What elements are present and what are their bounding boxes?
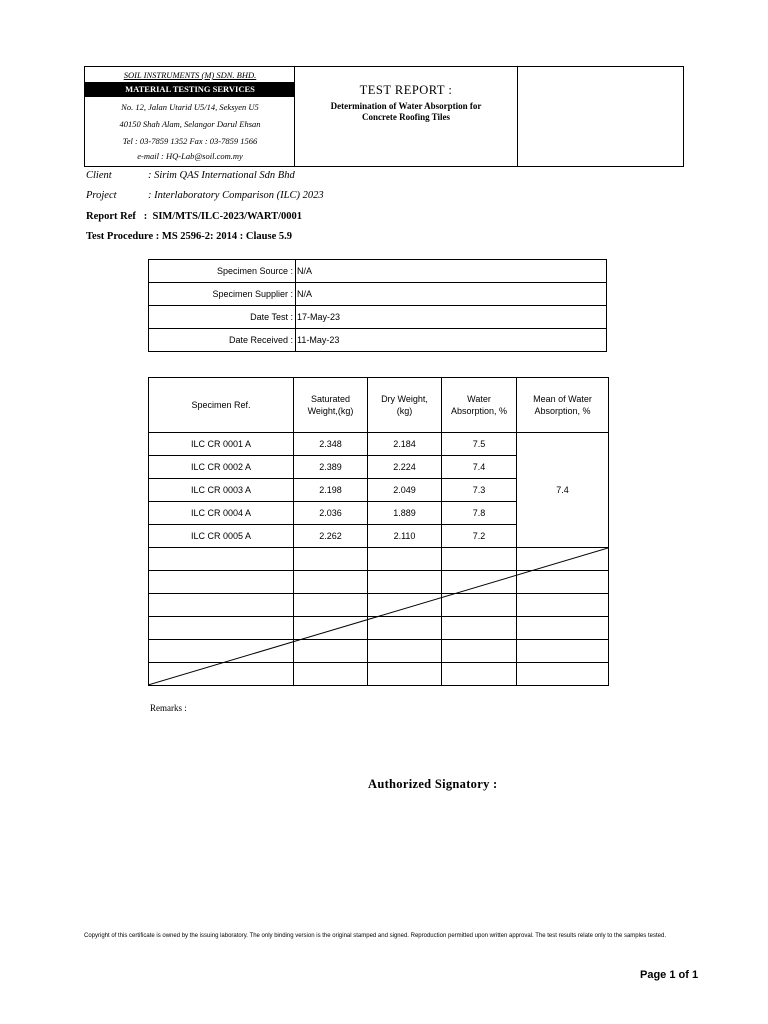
header-mean-line-2: Absorption, % [534, 406, 591, 416]
report-title: TEST REPORT : [359, 83, 453, 97]
cell-water-absorption: 7.8 [442, 502, 517, 525]
specimen-supplier-value: N/A [296, 283, 607, 306]
empty-cell [368, 548, 442, 571]
cell-water-absorption: 7.5 [442, 433, 517, 456]
empty-row [149, 594, 609, 617]
empty-cell [294, 640, 368, 663]
cell-specimen-ref: ILC CR 0002 A [149, 456, 294, 479]
empty-cell [442, 617, 517, 640]
cell-dry-weight: 2.184 [368, 433, 442, 456]
table-row [149, 433, 609, 456]
date-test-value: 17-May-23 [296, 306, 607, 329]
report-subtitle-line-1: Determination of Water Absorption for [330, 101, 482, 111]
header-divider [517, 67, 518, 166]
header-saturated-line-2: Weight,(kg) [307, 406, 354, 416]
company-address-1: No. 12, Jalan Utarid U5/14, Seksyen U5 [121, 102, 259, 112]
specimen-info-row [149, 329, 607, 352]
header-dry-weight [368, 378, 442, 433]
empty-cell [294, 594, 368, 617]
cell-mean-water-absorption: 7.4 [517, 433, 609, 548]
report-subtitle-line-2: Concrete Roofing Tiles [362, 112, 450, 122]
empty-cell [517, 640, 609, 663]
header-saturated-weight [294, 378, 368, 433]
cell-dry-weight: 2.110 [368, 525, 442, 548]
empty-cell [149, 571, 294, 594]
header-mean-line-1: Mean of Water [533, 394, 592, 404]
empty-cell [517, 548, 609, 571]
empty-row [149, 548, 609, 571]
empty-cell [442, 640, 517, 663]
cell-saturated-weight: 2.348 [294, 433, 368, 456]
cell-water-absorption: 7.4 [442, 456, 517, 479]
company-name: SOIL INSTRUMENTS (M) SDN. BHD. [123, 70, 257, 80]
header-water-absorption [442, 378, 517, 433]
report-subtitle [295, 101, 517, 123]
date-received-value: 11-May-23 [296, 329, 607, 352]
empty-cell [517, 571, 609, 594]
cell-saturated-weight: 2.262 [294, 525, 368, 548]
empty-cell [442, 548, 517, 571]
remarks-label: Remarks : [150, 703, 187, 713]
client-label: Client [86, 170, 112, 181]
empty-cell [149, 617, 294, 640]
company-band: MATERIAL TESTING SERVICES [85, 82, 295, 97]
cell-specimen-ref: ILC CR 0004 A [149, 502, 294, 525]
header-mean-water-absorption [517, 378, 609, 433]
header-wa-line-1: Water [467, 394, 491, 404]
header-saturated-line-1: Saturated [310, 394, 351, 404]
date-received-label: Date Received : [149, 329, 296, 352]
project-label: Project [86, 190, 117, 201]
empty-cell [294, 548, 368, 571]
results-table [148, 377, 609, 686]
date-test-label: Date Test : [149, 306, 296, 329]
cell-specimen-ref: ILC CR 0003 A [149, 479, 294, 502]
cell-water-absorption: 7.2 [442, 525, 517, 548]
cell-specimen-ref: ILC CR 0005 A [149, 525, 294, 548]
empty-row [149, 640, 609, 663]
company-email: e-mail : HQ-Lab@soil.com.my [137, 151, 243, 161]
report-header [84, 66, 684, 167]
empty-row [149, 617, 609, 640]
header-wa-line-2: Absorption, % [450, 406, 508, 416]
specimen-info-row [149, 283, 607, 306]
empty-cell [368, 617, 442, 640]
empty-cell [149, 548, 294, 571]
company-address-2: 40150 Shah Alam, Selangor Darul Ehsan [119, 119, 261, 129]
page-number: Page 1 of 1 [640, 969, 699, 981]
cell-water-absorption: 7.3 [442, 479, 517, 502]
results-header-row [149, 378, 609, 433]
header-dry-line-1: Dry Weight, [381, 394, 428, 404]
test-procedure: Test Procedure : MS 2596-2: 2014 : Clause 5.9 [86, 231, 292, 242]
empty-cell [294, 663, 368, 686]
cell-saturated-weight: 2.198 [294, 479, 368, 502]
empty-cell [294, 571, 368, 594]
empty-cell [368, 571, 442, 594]
specimen-source-value: N/A [296, 260, 607, 283]
empty-cell [368, 663, 442, 686]
empty-cell [517, 663, 609, 686]
report-ref: Report Ref : SIM/MTS/ILC-2023/WART/0001 [86, 211, 303, 222]
specimen-supplier-label: Specimen Supplier : [149, 283, 296, 306]
empty-cell [368, 594, 442, 617]
empty-cell [149, 663, 294, 686]
empty-cell [149, 594, 294, 617]
empty-cell [517, 617, 609, 640]
empty-cell [517, 594, 609, 617]
specimen-info-table [148, 259, 607, 352]
company-block [85, 67, 295, 166]
header-dry-line-2: (kg) [396, 406, 413, 416]
copyright-notice: Copyright of this certificate is owned by the issuing laboratory. The only binding version is the original stamped and signed. Reproduction permitted upon written approval. The test results relate only to the samples tested. [84, 933, 666, 939]
company-phone: Tel : 03-7859 1352 Fax : 03-7859 1566 [122, 136, 258, 146]
specimen-info-row [149, 260, 607, 283]
header-specimen-ref: Specimen Ref. [149, 378, 294, 433]
cell-dry-weight: 2.224 [368, 456, 442, 479]
specimen-info-row [149, 306, 607, 329]
empty-cell [442, 571, 517, 594]
authorized-signatory: Authorized Signatory : [368, 777, 498, 791]
cell-dry-weight: 1.889 [368, 502, 442, 525]
cell-dry-weight: 2.049 [368, 479, 442, 502]
empty-cell [294, 617, 368, 640]
empty-row [149, 571, 609, 594]
specimen-source-label: Specimen Source : [149, 260, 296, 283]
cell-saturated-weight: 2.036 [294, 502, 368, 525]
cell-saturated-weight: 2.389 [294, 456, 368, 479]
client-value: : Sirim QAS International Sdn Bhd [148, 170, 295, 181]
empty-row [149, 663, 609, 686]
cell-specimen-ref: ILC CR 0001 A [149, 433, 294, 456]
empty-cell [368, 640, 442, 663]
empty-cell [149, 640, 294, 663]
project-value: : Interlaboratory Comparison (ILC) 2023 [148, 190, 324, 201]
empty-cell [442, 594, 517, 617]
empty-cell [442, 663, 517, 686]
